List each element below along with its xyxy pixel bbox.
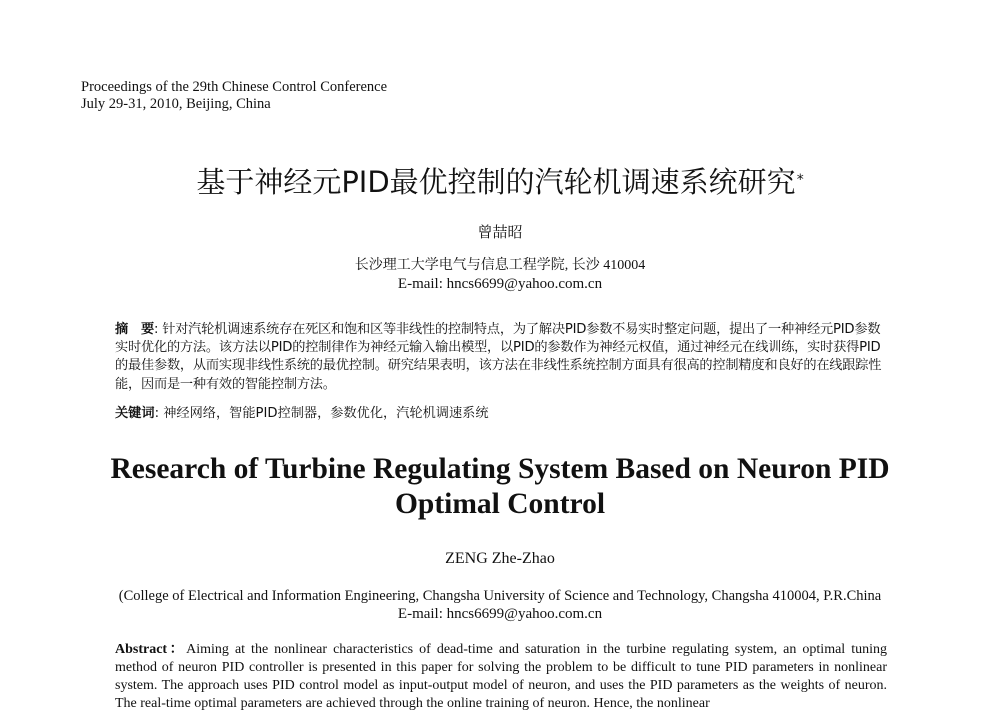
english-abstract-text: Aiming at the nonlinear characteristics of dead-time and saturation in the turbine regulating system, an optimal tuning method of neuron PID controller is presented in this paper for solving the problem to be difficult to tune PID parameters in nonlinear system. The approach uses PID control model as input-output model of neuron, and uses the PID parameters as the weights of neuron. The real-time optimal parameters are achieved through the online training of neuron. Hence, the nonlinear <box>115 642 887 711</box>
chinese-keywords-text: : 神经网络，智能PID控制器，参数优化，汽轮机调速系统 <box>154 406 489 421</box>
chinese-abstract-label: 摘 要 <box>115 322 154 337</box>
english-author: ZENG Zhe-Zhao <box>445 550 555 567</box>
title-footnote-mark: * <box>796 172 804 188</box>
conference-dates: July 29-31, 2010, Beijing, China <box>81 96 271 112</box>
chinese-title-text: 基于神经元PID最优控制的汽轮机调速系统研究 <box>196 165 796 199</box>
english-title: Research of Turbine Regulating System Based on Neuron PID Optimal Control <box>110 453 890 520</box>
english-affiliation: (College of Electrical and Information Engineering, Changsha University of Science and Technology, Changsha 410004, P.R.China <box>118 588 882 604</box>
chinese-keywords-label: 关键词 <box>115 406 155 421</box>
english-abstract <box>115 641 887 713</box>
chinese-email: E-mail: hncs6699@yahoo.com.cn <box>397 276 603 292</box>
chinese-keywords <box>115 405 890 423</box>
chinese-abstract <box>115 321 890 394</box>
chinese-author: 曾喆昭 <box>477 223 523 241</box>
english-abstract-label: Abstract： <box>115 642 187 657</box>
chinese-affiliation: 长沙理工大学电气与信息工程学院, 长沙 410004 <box>354 258 646 273</box>
proceedings-line: Proceedings of the 29th Chinese Control Conference <box>81 79 388 95</box>
chinese-abstract-text: : 针对汽轮机调速系统存在死区和饱和区等非线性的控制特点，为了解决PID参数不易实时整定问题，提出了一种神经元PID参数实时优化的方法。该方法以PID的控制律作为神经元输入输出模型，以PID的参数作为神经元权值，通过神经元在线训练，实时获得PID的最佳参数，从而实现非线性系统的最优控制。研究结果表明，该方法在非线性系统控制方面具有很高的控制精度和良好的在线跟踪性能，因而是一种有效的智能控制方法。 <box>115 322 882 392</box>
chinese-title <box>0 164 1000 200</box>
english-email: E-mail: hncs6699@yahoo.com.cn <box>397 606 603 622</box>
